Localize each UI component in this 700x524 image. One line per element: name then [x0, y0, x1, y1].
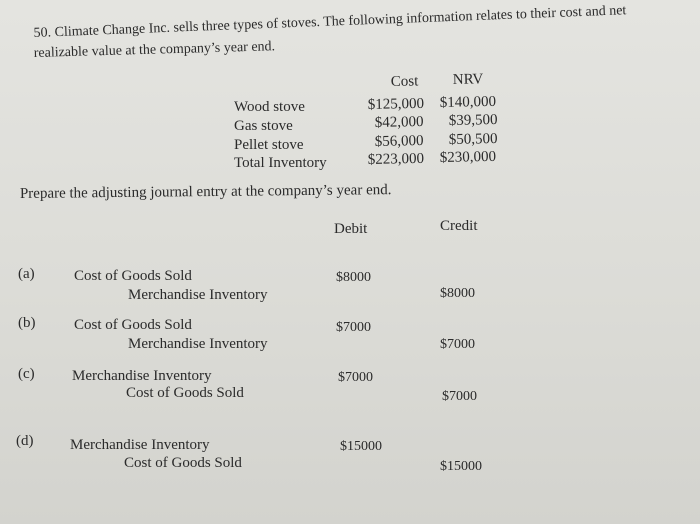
option-d-credit-amount: $15000 — [440, 459, 482, 474]
option-c-debit-account: Merchandise Inventory — [72, 368, 212, 384]
row-label-gas: Gas stove — [234, 118, 293, 134]
option-b-debit-account: Cost of Goods Sold — [74, 317, 192, 333]
row-cost-total: $223,000 — [367, 150, 425, 169]
cost-header: Cost — [390, 73, 419, 91]
option-b-debit-amount: $7000 — [336, 320, 371, 335]
row-nrv-wood: $140,000 — [439, 93, 497, 112]
row-label-total: Total Inventory — [234, 155, 327, 171]
row-nrv-pellet: $50,500 — [448, 130, 498, 149]
option-b-letter: (b) — [18, 315, 36, 331]
question-line-1: 50. Climate Change Inc. sells three types of stoves. The following information relates to their cost and net — [33, 3, 627, 42]
option-a-credit-amount: $8000 — [440, 286, 475, 301]
row-label-pellet: Pellet stove — [234, 137, 304, 153]
option-a-debit-account: Cost of Goods Sold — [74, 268, 192, 284]
option-d-credit-account: Cost of Goods Sold — [124, 455, 242, 471]
row-cost-pellet: $56,000 — [374, 132, 424, 151]
option-a-credit-account: Merchandise Inventory — [128, 287, 268, 303]
option-b-credit-account: Merchandise Inventory — [128, 336, 268, 352]
option-d-debit-account: Merchandise Inventory — [70, 437, 210, 453]
row-nrv-total: $230,000 — [439, 148, 497, 167]
credit-header: Credit — [440, 218, 478, 234]
option-c-credit-account: Cost of Goods Sold — [126, 385, 244, 401]
option-a-debit-amount: $8000 — [336, 270, 371, 285]
row-cost-wood: $125,000 — [367, 95, 425, 114]
option-c-letter: (c) — [18, 366, 35, 382]
option-b-credit-amount: $7000 — [440, 337, 475, 352]
option-d-letter: (d) — [16, 433, 34, 449]
question-line-2: realizable value at the company’s year end. — [33, 39, 276, 62]
debit-header: Debit — [334, 221, 368, 237]
option-a-letter: (a) — [18, 266, 35, 282]
row-label-wood: Wood stove — [234, 99, 305, 115]
option-d-debit-amount: $15000 — [340, 439, 382, 454]
row-nrv-gas: $39,500 — [448, 111, 498, 130]
instruction: Prepare the adjusting journal entry at the company’s year end. — [19, 182, 392, 203]
option-c-debit-amount: $7000 — [338, 370, 373, 385]
row-cost-gas: $42,000 — [374, 113, 424, 132]
option-c-credit-amount: $7000 — [442, 389, 477, 404]
nrv-header: NRV — [452, 71, 484, 89]
